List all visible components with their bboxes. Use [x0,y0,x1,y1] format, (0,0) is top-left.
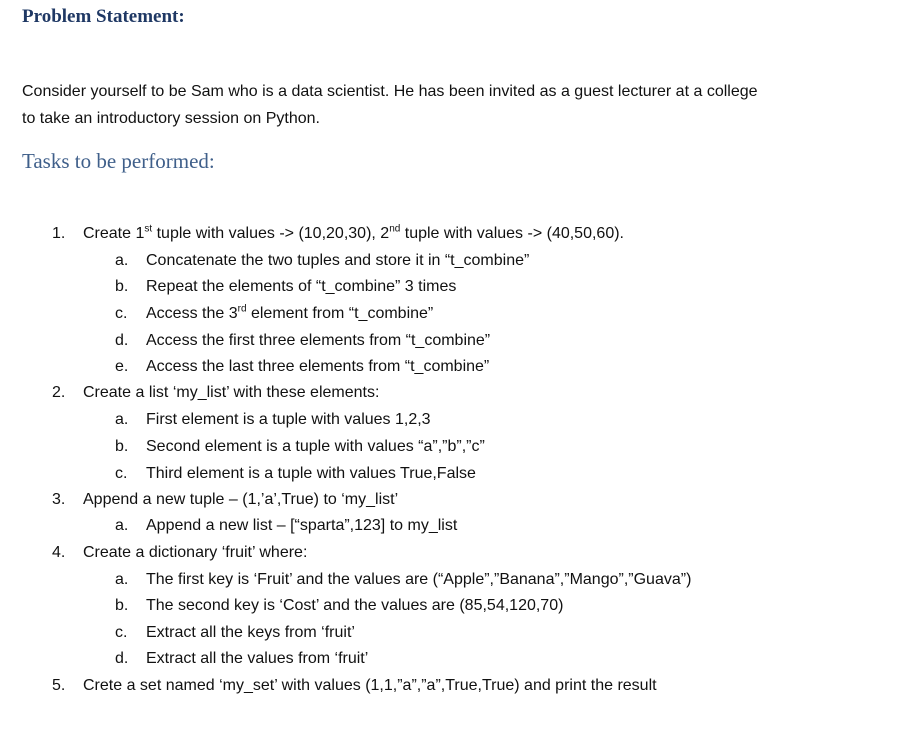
task-1-number: 1. [52,225,66,242]
task-2c-text: Third element is a tuple with values True,False [146,465,476,482]
task-1e-text: Access the last three elements from “t_combine” [146,358,490,375]
tasks-heading: Tasks to be performed: [22,149,215,173]
task-2-number: 2. [52,384,66,401]
intro-paragraph [22,78,862,132]
task-4a-letter: a. [115,571,129,588]
problem-statement-heading: Problem Statement: [22,6,185,27]
task-4c-text: Extract all the keys from ‘fruit’ [146,624,355,641]
task-1d-text: Access the first three elements from “t_combine” [146,332,491,349]
task-2-text: Create a list ‘my_list’ with these elements: [83,384,380,401]
task-2a-letter: a. [115,411,129,428]
task-2b-text: Second element is a tuple with values “a”,”b”,”c” [146,438,485,455]
task-1c-text: Access the 3rd element from “t_combine” [146,303,434,322]
task-3a-text: Append a new list – [“sparta”,123] to my_list [146,517,458,534]
task-1b-letter: b. [115,278,129,295]
task-4-text: Create a dictionary ‘fruit’ where: [83,544,308,561]
task-1a-letter: a. [115,252,129,269]
task-1c-letter: c. [115,305,128,322]
task-4d-text: Extract all the values from ‘fruit’ [146,650,369,667]
task-4d-letter: d. [115,650,129,667]
task-4a-text: The first key is ‘Fruit’ and the values are (“Apple”,”Banana”,”Mango”,”Guava”) [146,571,692,588]
task-3-text: Append a new tuple – (1,’a’,True) to ‘my_list’ [83,491,399,508]
task-4c-letter: c. [115,624,128,641]
task-1e-letter: e. [115,358,129,375]
task-4-number: 4. [52,544,66,561]
task-3a-letter: a. [115,517,129,534]
intro-line-1: Consider yourself to be Sam who is a data scientist. He has been invited as a guest lecturer at a college [22,83,758,100]
task-2a-text: First element is a tuple with values 1,2,3 [146,411,431,428]
task-2b-letter: b. [115,438,129,455]
task-1-text: Create 1st tuple with values -> (10,20,30), 2nd tuple with values -> (40,50,60). [83,223,624,242]
task-2c-letter: c. [115,465,128,482]
task-4b-letter: b. [115,597,129,614]
task-1d-letter: d. [115,332,129,349]
task-5-text: Crete a set named ‘my_set’ with values (1,1,”a”,”a”,True,True) and print the result [83,677,657,694]
task-1b-text: Repeat the elements of “t_combine” 3 times [146,278,457,295]
task-3-number: 3. [52,491,66,508]
task-4b-text: The second key is ‘Cost’ and the values are (85,54,120,70) [146,597,564,614]
task-5-number: 5. [52,677,66,694]
task-1a-text: Concatenate the two tuples and store it in “t_combine” [146,252,530,269]
intro-line-2: to take an introductory session on Python. [22,110,320,127]
